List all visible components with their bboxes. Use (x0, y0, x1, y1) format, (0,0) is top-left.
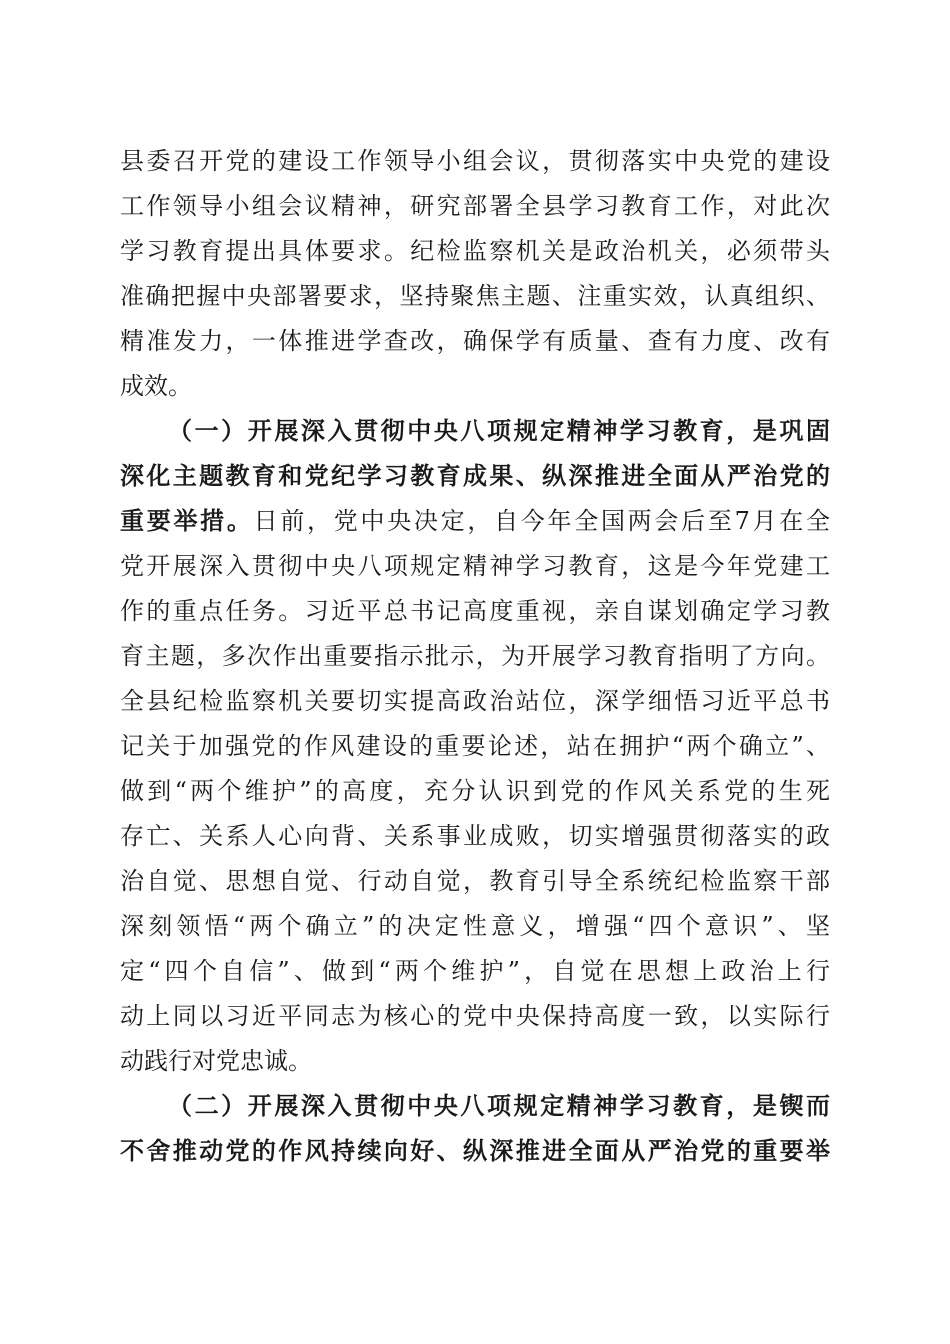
paragraph-intro-line: 县委召开党的建设工作领导小组会议，贯彻落实中央党的建设 (120, 147, 830, 175)
section-2-heading-line: 不舍推动党的作风持续向好、纵深推进全面从严治党的重要举 (120, 1136, 830, 1165)
section-1-line: 全县纪检监察机关要切实提高政治站位，深学细悟习近平总书 (120, 687, 830, 715)
paragraph-intro-line: 工作领导小组会议精神，研究部署全县学习教育工作，对此次 (120, 192, 830, 220)
section-1-line: 存亡、关系人心向背、关系事业成败，切实增强贯彻落实的政 (120, 822, 830, 850)
section-1-heading-line: （一）开展深入贯彻中央八项规定精神学习教育，是巩固 (168, 416, 830, 445)
paragraph-intro-line: 准确把握中央部署要求，坚持聚焦主题、注重实效，认真组织、 (120, 282, 830, 310)
section-1-line: 动上同以习近平同志为核心的党中央保持高度一致，以实际行 (120, 1002, 830, 1030)
section-1-line: 治自觉、思想自觉、行动自觉，教育引导全系统纪检监察干部 (120, 867, 830, 895)
section-1-line: 育主题，多次作出重要指示批示，为开展学习教育指明了方向。 (120, 642, 830, 670)
section-1-line: 定“四个自信”、做到“两个维护”，自觉在思想上政治上行 (120, 957, 830, 985)
section-1-line-rest: 日前，党中央决定，自今年全国两会后至7月在全 (253, 507, 830, 535)
paragraph-intro-line: 学习教育提出具体要求。纪检监察机关是政治机关，必须带头 (120, 237, 830, 265)
section-1-line: 做到“两个维护”的高度，充分认识到党的作风关系党的生死 (120, 777, 830, 805)
section-1-line: 动践行对党忠诚。 (120, 1047, 312, 1075)
section-2-heading-line: （二）开展深入贯彻中央八项规定精神学习教育，是锲而 (168, 1091, 830, 1120)
section-1-heading-line: 深化主题教育和党纪学习教育成果、纵深推进全面从严治党的 (120, 461, 830, 490)
section-1-line: 记关于加强党的作风建设的重要论述，站在拥护“两个确立”、 (120, 732, 830, 760)
paragraph-intro-line: 精准发力，一体推进学查改，确保学有质量、查有力度、改有 (120, 327, 830, 355)
section-1-line (120, 501, 830, 541)
section-1-line: 作的重点任务。习近平总书记高度重视，亲自谋划确定学习教 (120, 597, 830, 625)
section-1-line: 党开展深入贯彻中央八项规定精神学习教育，这是今年党建工 (120, 552, 830, 580)
section-1-heading-tail: 重要举措。 (120, 506, 254, 535)
section-1-line: 深刻领悟“两个确立”的决定性意义，增强“四个意识”、坚 (120, 912, 830, 940)
paragraph-intro-line: 成效。 (120, 372, 192, 400)
